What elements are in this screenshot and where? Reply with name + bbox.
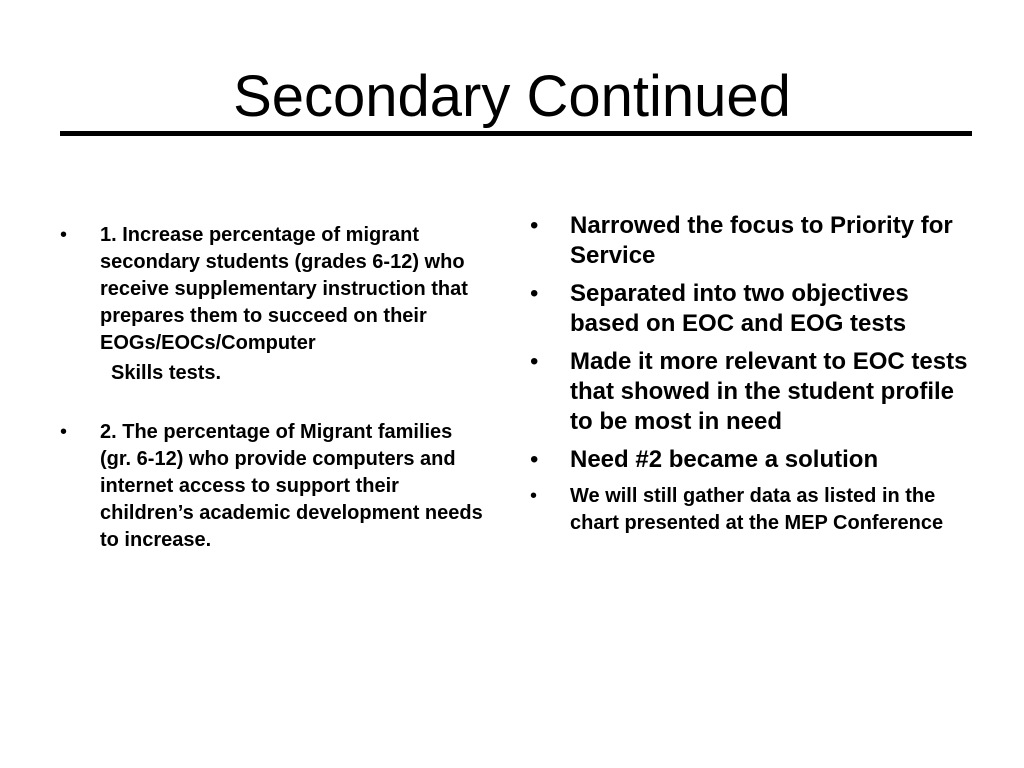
left-bullet-continuation: Skills tests. bbox=[111, 362, 222, 384]
bullet-marker: • bbox=[530, 446, 539, 473]
right-bullet-item-4 bbox=[530, 445, 970, 475]
right-bullet-text-4: Need #2 became a solution bbox=[570, 446, 879, 473]
left-bullet-item-1 bbox=[60, 222, 485, 357]
left-bullet-list bbox=[60, 222, 485, 554]
bullet-marker: • bbox=[530, 212, 539, 239]
bullet-marker: • bbox=[530, 348, 539, 375]
title-underline bbox=[60, 131, 972, 136]
slide-title: Secondary Continued bbox=[233, 64, 791, 129]
right-bullet-list bbox=[530, 211, 970, 545]
right-bullet-item-2 bbox=[530, 279, 970, 339]
bullet-marker: • bbox=[60, 421, 68, 443]
left-bullet-text-1: 1. Increase percentage of migrant secondary students (grades 6-12) who receive supplementary instruction that prepares them to succeed on their EOGs/EOCs/Computer bbox=[100, 224, 468, 354]
bullet-marker: • bbox=[530, 485, 538, 507]
right-bullet-text-5: We will still gather data as listed in the chart presented at the MEP Conference bbox=[570, 485, 944, 534]
bullet-marker: • bbox=[530, 280, 539, 307]
right-bullet-item-5 bbox=[530, 483, 970, 537]
left-bullet-text-2: 2. The percentage of Migrant families (gr. 6-12) who provide computers and internet access to support their children’s academic development needs to increase. bbox=[100, 421, 483, 551]
right-bullet-item-1 bbox=[530, 211, 970, 271]
left-bullet-item-2 bbox=[60, 419, 485, 554]
right-bullet-text-1: Narrowed the focus to Priority for Service bbox=[570, 212, 953, 269]
right-bullet-item-3 bbox=[530, 347, 970, 437]
right-bullet-text-2: Separated into two objectives based on EOC and EOG tests bbox=[570, 280, 909, 337]
bullet-marker: • bbox=[60, 224, 68, 246]
right-bullet-text-3: Made it more relevant to EOC tests that showed in the student profile to be most in need bbox=[570, 348, 968, 435]
